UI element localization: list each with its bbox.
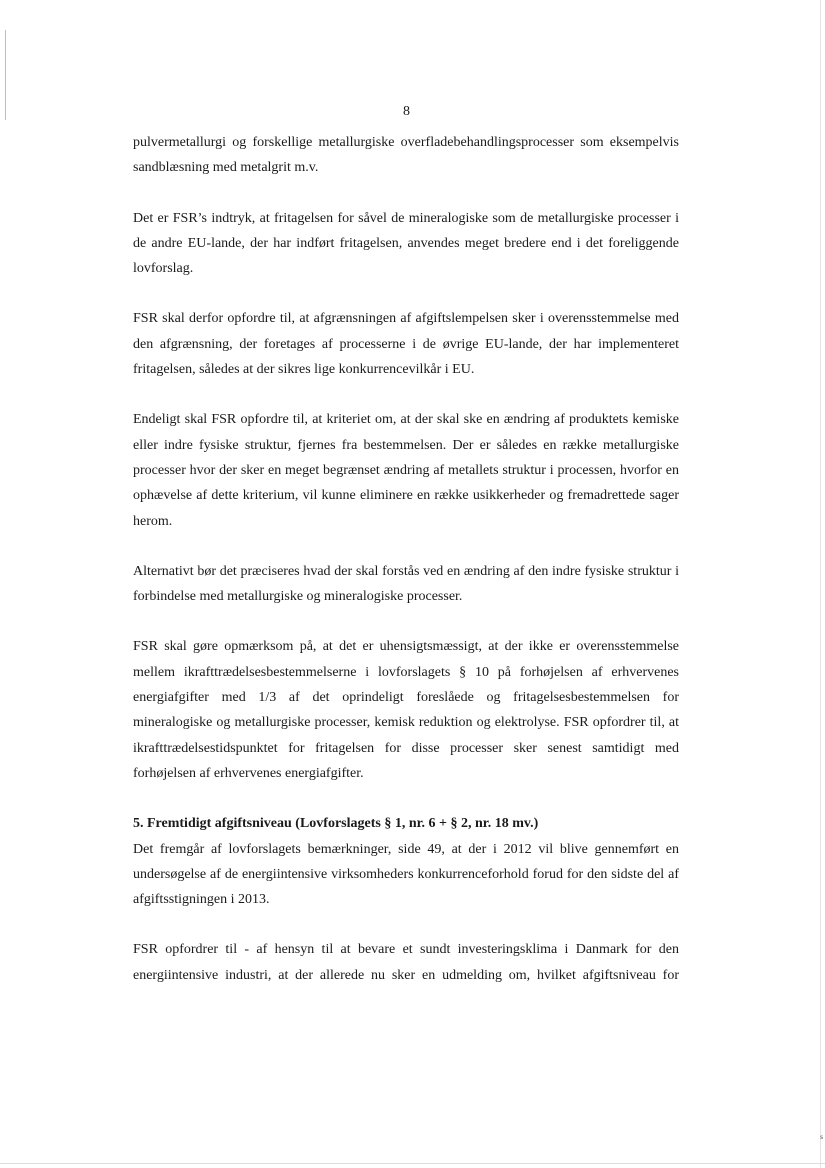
scan-edge-right <box>820 0 821 1168</box>
section-5 <box>133 811 679 912</box>
paragraph-fsr-impression: Det er FSR’s indtryk, at fritagelsen for såvel de mineralogiske som de metallurgiske processer i de andre EU-lande, der har indført fritagelsen, anvendes meget bredere end i det foreliggende lovforslag. <box>133 210 679 277</box>
paragraph-closing: FSR opfordrer til - af hensyn til at bevare et sundt investeringsklima i Danmark for den energiintensive industri, at der allerede nu sker en udmelding om, hvilket afgiftsniveau for <box>133 942 679 983</box>
paragraph-alternative: Alternativt bør det præciseres hvad der skal forstås ved en ændring af den indre fysiske struktur i forbindelse med metallurgiske og mineralogiske processer. <box>133 563 679 605</box>
paragraph-delimitation: FSR skal derfor opfordre til, at afgrænsningen af afgiftslempelsen sker i overensstemmelse med den afgrænsning, der foretages af processerne i de øvrige EU-lande, der har implementeret fritagelsen, således at der sikres lige konkurrencevilkår i EU. <box>133 311 679 378</box>
section-5-body: Det fremgår af lovforslagets bemærkninger, side 49, at der i 2012 vil blive gennemført en undersøgelse af de energiintensive virksomheders konkurrenceforhold forud for den sidste del af afgiftsstigningen i 2013. <box>133 841 679 908</box>
page-number: 8 <box>403 104 410 119</box>
document-body <box>133 130 679 1013</box>
scan-edge-bottom <box>0 1163 825 1164</box>
margin-mark: s <box>820 1133 823 1141</box>
paragraph-commencement: FSR skal gøre opmærksom på, at det er uhensigtsmæssigt, at der ikke er overensstemmelse mellem ikrafttrædelsesbestemmelserne i lovforslagets § 10 på forhøjelsen af erhvervenes energiafgifter med 1/3 af det oprindeligt foreslåede og fritagelsesbestemmelsen for mineralogiske og metallurgiske processer, kemisk reduktion og elektrolyse. FSR opfordrer til, at ikrafttrædelsestidspunktet for fritagelsen for disse processer sker senest samtidigt med forhøjelsen af erhvervenes energiafgifter. <box>133 639 679 781</box>
paragraph-processes-continued: pulvermetallurgi og forskellige metallurgiske overfladebehandlingsprocesser som eksempelvis sandblæsning med metalgrit m.v. <box>133 135 679 176</box>
section-5-heading: 5. Fremtidigt afgiftsniveau (Lovforslagets § 1, nr. 6 + § 2, nr. 18 mv.) <box>133 816 539 832</box>
paragraph-criterion: Endeligt skal FSR opfordre til, at kriteriet om, at der skal ske en ændring af produktets kemiske eller indre fysiske struktur, fjernes fra bestemmelsen. Der er således en række metallurgiske processer hvor der sker en meget begrænset ændring af metallets struktur i processen, hvorfor en ophævelse af dette kriterium, vil kunne eliminere en række usikkerheder og fremadrettede sager herom. <box>133 412 679 529</box>
